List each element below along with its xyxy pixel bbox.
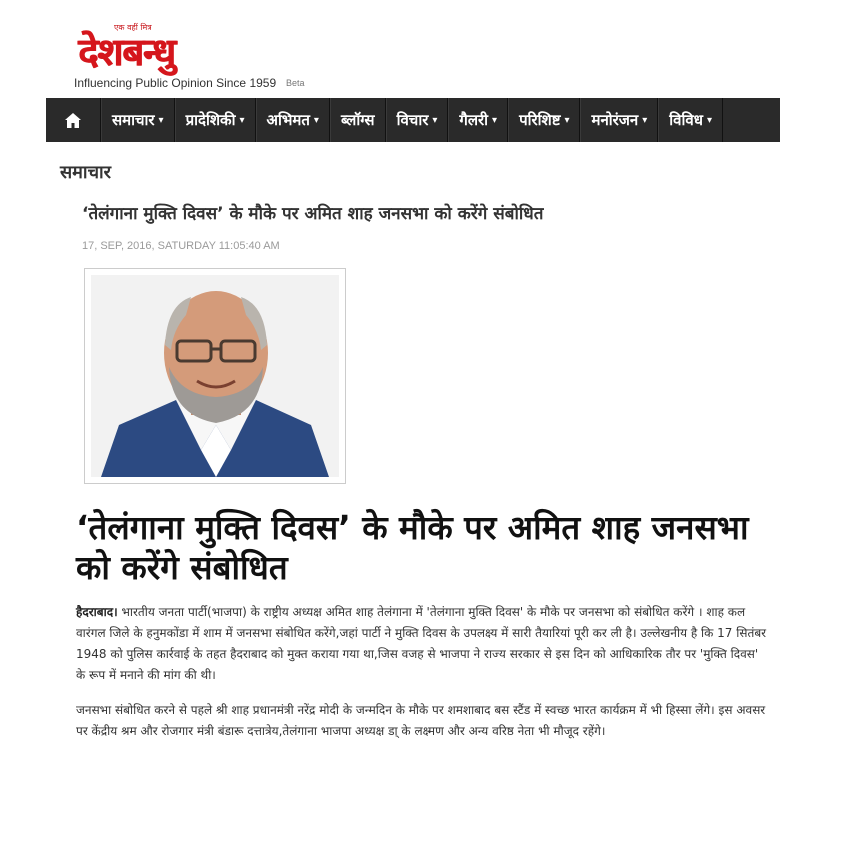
- section-title: समाचार: [60, 162, 112, 183]
- chevron-down-icon: ▾: [706, 114, 713, 126]
- site-logo[interactable]: [72, 22, 332, 94]
- nav-label: प्रादेशिकी: [185, 111, 236, 129]
- chevron-down-icon: ▾: [492, 114, 498, 126]
- beta-label: Beta: [286, 78, 305, 88]
- nav-label: विचार: [396, 111, 429, 129]
- home-icon: [64, 112, 82, 129]
- article-title-small: ‘तेलंगाना मुक्ति दिवस’ के मौके पर अमित शाह जनसभा को करेंगे संबोधित: [82, 204, 544, 224]
- nav-label: गैलरी: [459, 111, 489, 129]
- article-paragraph: जनसभा संबोधित करने से पहले श्री शाह प्रधानमंत्री नरेंद्र मोदी के जन्मदिन के मौके पर शमशाबाद बस स्टैंड में स्वच्छ भारत कार्यक्रम में भी हिस्सा लेंगे। इस अवसर पर केंद्रीय श्रम और रोजगार मंत्री बंडारू दत्तात्रेय,तेलंगाना भाजपा अध्यक्ष डा् के लक्ष्मण और अन्य वरिष्ठ नेता भी मौजूद रहेंगे।: [76, 703, 766, 738]
- nav-item-gallery[interactable]: [448, 98, 508, 142]
- chevron-down-icon: ▾: [239, 114, 245, 126]
- article-paragraph: [76, 602, 768, 686]
- nav-item-samachar[interactable]: [101, 98, 175, 142]
- article-photo: [91, 275, 339, 477]
- article-photo-frame: [84, 268, 346, 484]
- article-headline: ‘तेलंगाना मुक्ति दिवस’ के मौके पर अमित शाह जनसभा को करेंगे संबोधित: [76, 508, 749, 587]
- nav-label: ब्लॉग्स: [340, 111, 375, 129]
- logo-tagline: एक वहीं मित्र: [114, 23, 152, 32]
- paragraph-text: भारतीय जनता पार्टी(भाजपा) के राष्ट्रीय अध्यक्ष अमित शाह तेलंगाना में 'तेलंगाना मुक्ति दिवस' के मौके पर जनसभा को संबोधित करेंगे । शाह कल वारंगल जिले के हनुमकोंडा में शाम में जनसभा संबोधित करेंगे,जहां पार्टी ने मुक्ति दिवस के उपलक्ष्य में सारी तैयारियां पूरी कर ली है। उल्लेखनीय है कि 17 सितंबर 1948 को पुलिस कार्रवाई के तहत हैदराबाद को मुक्त कराया गया था,जिस वजह से भाजपा ने राज्य सरकार से इस दिन को आधिकारिक तौर पर 'मुक्ति दिवस' के रूप में मनाने की मांग की थी।: [76, 605, 767, 682]
- article-body: [76, 602, 768, 756]
- chevron-down-icon: ▾: [564, 114, 570, 126]
- nav-label: परिशिष्ट: [519, 111, 561, 129]
- chevron-down-icon: ▾: [158, 114, 164, 126]
- nav-label: समाचार: [112, 111, 155, 129]
- nav-label: अभिमत: [266, 111, 310, 129]
- nav-item-manoranjan[interactable]: [580, 98, 658, 142]
- nav-item-abhimat[interactable]: [256, 98, 330, 142]
- nav-item-vichar[interactable]: [386, 98, 449, 142]
- publish-date: 17, SEP, 2016, SATURDAY 11:05:40 AM: [82, 240, 280, 252]
- chevron-down-icon: ▾: [642, 114, 648, 126]
- nav-item-blogs[interactable]: [330, 98, 386, 142]
- nav-item-parishisht[interactable]: [508, 98, 580, 142]
- logo-wordmark: देशबन्धु: [78, 30, 175, 74]
- logo-subtitle: Influencing Public Opinion Since 1959: [74, 76, 277, 90]
- nav-home-button[interactable]: [46, 98, 101, 142]
- chevron-down-icon: ▾: [432, 114, 438, 126]
- nav-label: विविध: [669, 111, 703, 129]
- nav-item-pradeshiki[interactable]: [175, 98, 256, 142]
- chevron-down-icon: ▾: [313, 114, 319, 126]
- portrait-image: [91, 275, 339, 477]
- nav-label: मनोरंजन: [591, 111, 639, 129]
- dateline-place: हैदराबाद।: [76, 605, 118, 619]
- nav-item-vividh[interactable]: [658, 98, 723, 142]
- main-nav: [46, 98, 780, 142]
